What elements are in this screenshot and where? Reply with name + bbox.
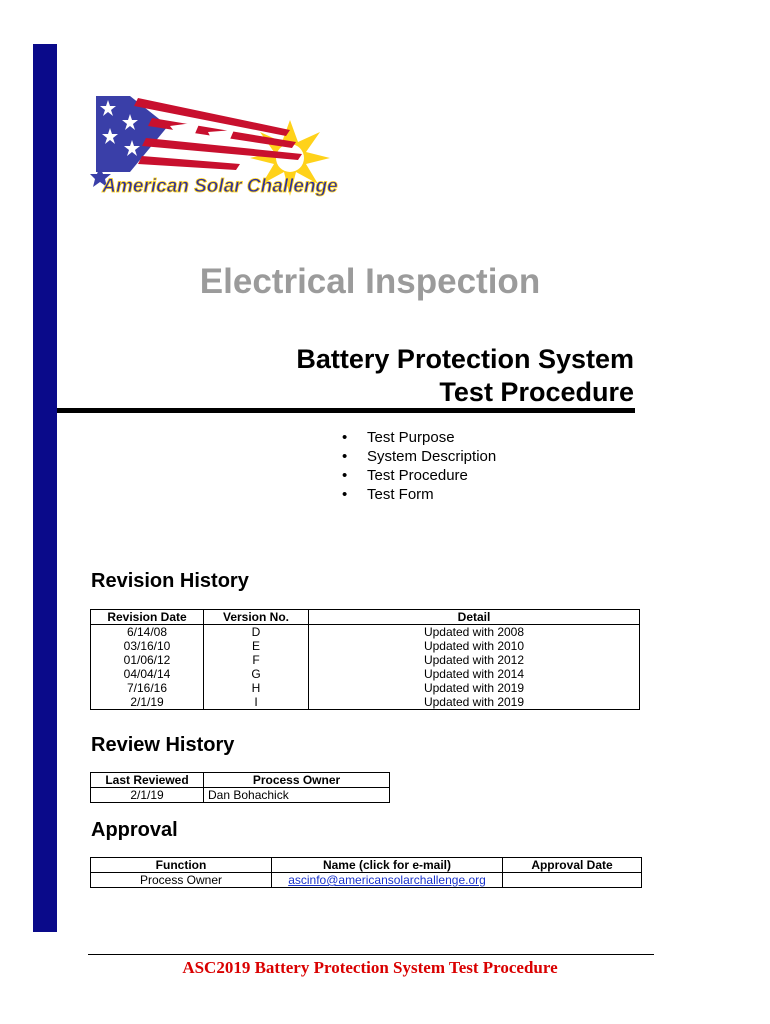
title-line-2: Test Procedure — [439, 377, 634, 407]
table-cell — [272, 873, 503, 888]
table-cell: I — [204, 695, 309, 710]
contents-list — [342, 428, 496, 504]
table-row — [91, 873, 642, 888]
contents-item: • Test Form — [342, 485, 496, 504]
table-cell: 6/14/08 — [91, 625, 204, 640]
table-header-row — [91, 610, 640, 625]
table-row — [91, 695, 640, 710]
table-cell: F — [204, 653, 309, 667]
table-cell: Dan Bohachick — [204, 788, 390, 803]
table-cell: Updated with 2008 — [309, 625, 640, 640]
table-cell: G — [204, 667, 309, 681]
table-row — [91, 681, 640, 695]
table-row — [91, 788, 390, 803]
logo-graphic — [90, 92, 350, 210]
document-title — [296, 343, 634, 409]
column-header: Detail — [309, 610, 640, 625]
review-history-heading: Review History — [91, 734, 235, 756]
table-header-row — [91, 858, 642, 873]
table-cell: E — [204, 639, 309, 653]
table-cell: Updated with 2019 — [309, 695, 640, 710]
table-row — [91, 667, 640, 681]
table-cell: H — [204, 681, 309, 695]
revision-history-heading: Revision History — [91, 570, 249, 592]
table-row — [91, 639, 640, 653]
table-header-row — [91, 773, 390, 788]
table-cell: Updated with 2014 — [309, 667, 640, 681]
table-cell: 2/1/19 — [91, 788, 204, 803]
footer-rule — [88, 954, 654, 955]
title-line-1: Battery Protection System — [296, 344, 634, 374]
column-header: Function — [91, 858, 272, 873]
table-cell: Updated with 2019 — [309, 681, 640, 695]
title-rule — [57, 408, 635, 413]
american-solar-challenge-logo — [90, 92, 350, 210]
table-row — [91, 625, 640, 640]
table-cell: Updated with 2012 — [309, 653, 640, 667]
contents-item: • Test Purpose — [342, 428, 496, 447]
review-history-table — [90, 772, 390, 803]
revision-history-table — [90, 609, 640, 710]
column-header: Last Reviewed — [91, 773, 204, 788]
column-header: Name (click for e-mail) — [272, 858, 503, 873]
column-header: Version No. — [204, 610, 309, 625]
sidebar-bar — [33, 44, 57, 932]
table-cell: 7/16/16 — [91, 681, 204, 695]
table-cell: 04/04/14 — [91, 667, 204, 681]
table-cell: D — [204, 625, 309, 640]
email-link[interactable]: ascinfo@americansolarchallenge.org — [288, 873, 486, 887]
column-header: Process Owner — [204, 773, 390, 788]
approval-table — [90, 857, 642, 888]
table-cell: 01/06/12 — [91, 653, 204, 667]
table-cell: 03/16/10 — [91, 639, 204, 653]
column-header: Revision Date — [91, 610, 204, 625]
approval-heading: Approval — [91, 819, 178, 841]
svg-text:American Solar Challenge: American Solar Challenge — [102, 176, 338, 197]
table-row — [91, 653, 640, 667]
table-cell: Process Owner — [91, 873, 272, 888]
document-heading: Electrical Inspection — [199, 262, 541, 301]
contents-item: • Test Procedure — [342, 466, 496, 485]
contents-item: • System Description — [342, 447, 496, 466]
table-cell: 2/1/19 — [91, 695, 204, 710]
footer-text: ASC2019 Battery Protection System Test Procedure — [182, 958, 558, 977]
column-header: Approval Date — [503, 858, 642, 873]
table-cell — [503, 873, 642, 888]
table-cell: Updated with 2010 — [309, 639, 640, 653]
